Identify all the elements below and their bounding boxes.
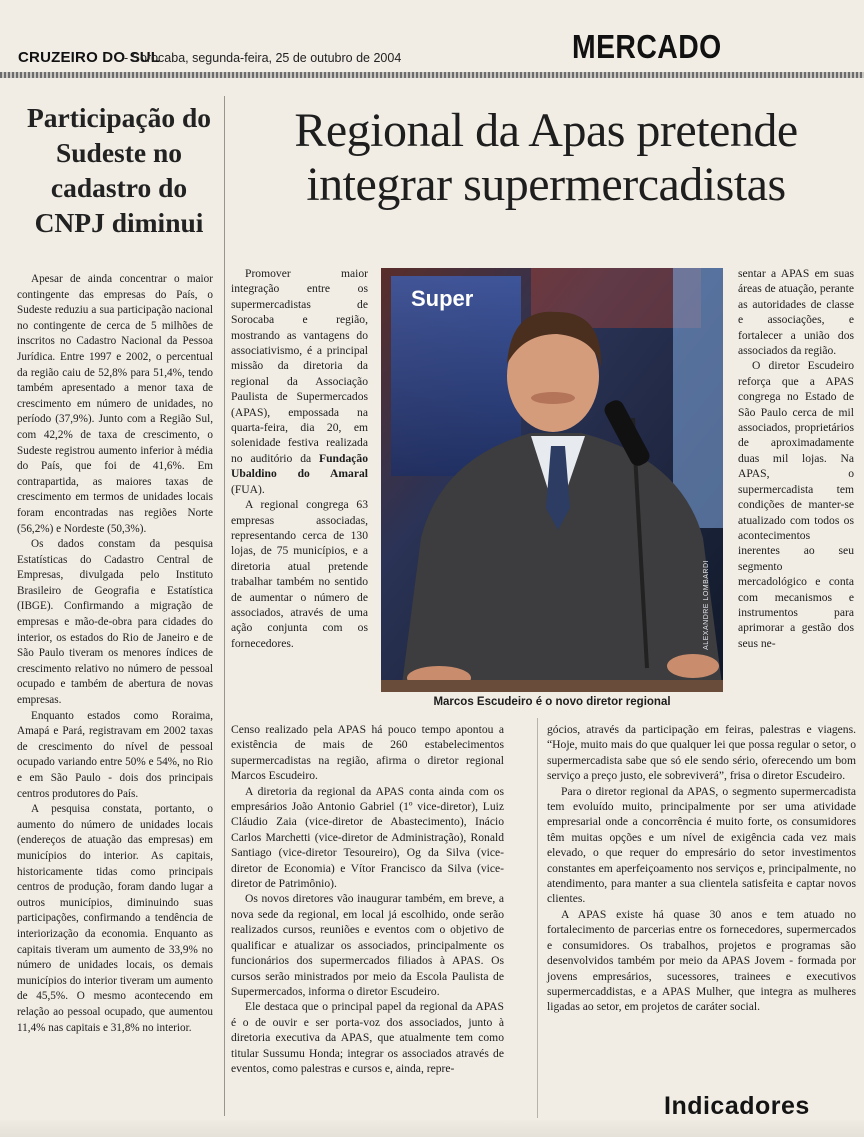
main-story-paragraph: Para o diretor regional da APAS, o segmento supermercadista tem evoluído muito, principalmente por ser uma atividade empresarial onde a concorrência é muito forte, os consumidores têm muitas opções e um nível de exigência cada vez mais elevado, o que requer do empresário do setor investimentos constantes em aperfeiçoamento nos serviços e, principalmente, no atendimento, para manter a sua clientela satisfeita e captar novos clientes. [547,784,856,906]
main-story-lower-right [547,722,856,1015]
main-story-column-3 [738,266,854,651]
speaker-photo-illustration [381,268,723,692]
side-story-body [17,272,213,1036]
main-story-column-2 [231,266,368,651]
side-story-paragraph: Enquanto estados como Roraima, Amapá e Pará, registravam em 2002 taxas de crescimento do nível de pessoal ocupado variando entre 50% e 54%, no Rio e em São Paulo - dois dos principais centros produtores do País. [17,709,213,800]
main-story-paragraph: A diretoria da regional da APAS conta ainda com os empresários João Antonio Gabriel (1º vice-diretor), Luiz Cláudio Zaia (vice-diretor de Abastecimento), Inácio Carlos Marchetti (vice-diretor de Administração), Ronald Santiago (vice-diretor Tesoureiro), Og da Silva (vice-diretor de Economia) e Vítor Francisco da Silva (vice-diretor de Patrimônio). [231,784,504,891]
main-story-paragraph: Ele destaca que o principal papel da regional da APAS é o de ouvir e ser porta-voz dos associados, junto à diretoria executiva da APAS, que atualmente tem como titular Sussumu Honda; integrar os associados através de eventos, como palestras e cursos e, ainda, repre- [231,1000,504,1075]
photo-caption: Marcos Escudeiro é o novo diretor regional [433,696,671,708]
main-story-headline [232,104,860,212]
main-story-paragraph: A APAS existe há quase 30 anos e tem atuado no fortalecimento de parcerias entre os fornecedores, supermercados e consumidores. Os trabalhos, projetos e programas são desenvolvidos também por meio da APAS Jovem - formada por jovens empresários, sucessores, trainees e executivos supermercaddistas, e a APAS Mulher, que integra as mulheres ligadas ao setor, em projetos de caráter social. [547,907,856,1014]
main-story-paragraph: sentar a APAS em suas áreas de atuação, perante as autoridades de classe e associações, e fortalecer a união dos associados da região. [738,267,854,358]
main-story-paragraph: Censo realizado pela APAS há pouco tempo apontou a existência de mais de 260 estabelecimentos supermercadistas na região, afirma o diretor regional Marcos Escudeiro. [231,723,504,783]
side-story-paragraph: Os dados constam da pesquisa Estatísticas do Cadastro Central de Empresas, divulgada pelo Instituto Brasileiro de Geografia e Estatística (IBGE). Confirmando a migração de empresas e mão-de-obra para cidades do interior, os estados do Rio de Janeiro e de São Paulo tiveram os menores índices de crescimento relativo no número de pessoal ocupado e também de abertura de novas empresas. [17,538,213,707]
main-headline-line: integrar supermercadistas [306,158,786,211]
next-section-heading: Indicadores [664,1092,810,1120]
main-story-paragraph: A regional congrega 63 empresas associadas, representando cerca de 130 lojas, de 75 municípios, e a diretoria atual pretende trabalhar também no sentido de aumentar o número de associados, através de uma ação conjunta com os fornecedores. [231,498,368,650]
publication-dateline: - Sorocaba, segunda-feira, 25 de outubro de 2004 [124,51,402,65]
news-photo [381,268,723,692]
main-story-paragraph: gócios, através da participação em feiras, palestras e viagens. “Hoje, muito mais do que qualquer lei que possa regular o setor, o supermercadista sabe que só ele sendo sério, oferecendo um bom serviço a preço justo, ele sobreviverá”, frisa o diretor Escudeiro. [547,723,856,783]
bold-venue-name: Fundação Ubaldino do Amaral [231,451,368,481]
side-story-paragraph: Apesar de ainda concentrar o maior contingente das empresas do País, o Sudeste reduziu a sua participação nacional no contingente de cerca de 5 milhões de inscritos no Cadastro Nacional da Pessoa Jurídica. Entre 1997 e 2002, o percentual da região caiu de 52,8% para 51,4%, tendo também apresentado a menor taxa de crescimento em número de unidades, no período (37,9%). Junto com a Região Sul, com 42,2% de taxa de crescimento, o Sudeste registrou aumento inferior à média do País, que foi de 41,6%. Em contrapartida, as maiores taxas de crescimento em termos de unidades locais foram encontradas nas regiões Norte (56,2%) e Nordeste (50,3%). [17,273,213,535]
main-story-lower-left [231,722,504,1076]
background-banner-text: Super [411,286,474,311]
page-bottom-edge [0,1120,864,1137]
column-divider [224,96,225,1116]
header-rule [0,72,864,78]
newspaper-name: CRUZEIRO DO SUL [18,49,161,66]
column-divider [537,718,538,1118]
main-story-paragraph: Os novos diretores vão inaugurar também, em breve, a nova sede da regional, em local já escolhido, onde serão realizados cursos, reuniões e eventos com o objetivo de qualificar e atualizar os associados, principalmente os funcionários dos supermercados filiados à APAS. Os cursos serão ministrados por meio da Escola Paulista de Supermercados, informa o diretor Escudeiro. [231,892,504,998]
photo-credit: ALEXANDRE LOMBARDI [703,560,710,650]
section-title: MERCADO [572,28,722,65]
side-story-paragraph: A pesquisa constata, portanto, o aumento do número de unidades locais (endereços de atuação das empresas) em municípios do interior. As capitais, historicamente tidas como principais centros de produção, foram dando lugar a outros municípios, diminuindo suas participações, confirmando a tendência de interiorização da economia. Enquanto as capitais tiveram um aumento de 33,9% no número de unidades locais, os demais municípios do interior tiveram um aumento de 45,5%. O mesmo acontecendo em relação ao pessoal ocupado, que aumentou 11,4% nas capitais e 31,8% no interior. [17,803,213,1034]
main-headline-line: Regional da Apas pretende [294,104,798,157]
main-story-paragraph: O diretor Escudeiro reforça que a APAS congrega no Estado de São Paulo cerca de mil associados, proprietários de aproximadamente duas mil lojas. Na APAS, o supermercadista tem condições de manter-se atualizado com todos os acontecimentos inerentes ao seu segmento mercadológico e conta com mecanismos e instrumentos para aprimorar a gestão dos seus ne- [738,359,854,650]
side-story-headline: Participação do Sudeste no cadastro do CNPJ diminui [26,102,212,238]
main-story-paragraph: Promover maior integração entre os supermercadistas de Sorocaba e região, mostrando as vantagens do associativismo, é a principal missão da diretoria da regional da Associação Paulista de Supermercados (APAS), empossada na quarta-feira, dia 20, em solenidade festiva realizada no auditório da Fundação Ubaldino do Amaral (FUA). [231,267,368,496]
